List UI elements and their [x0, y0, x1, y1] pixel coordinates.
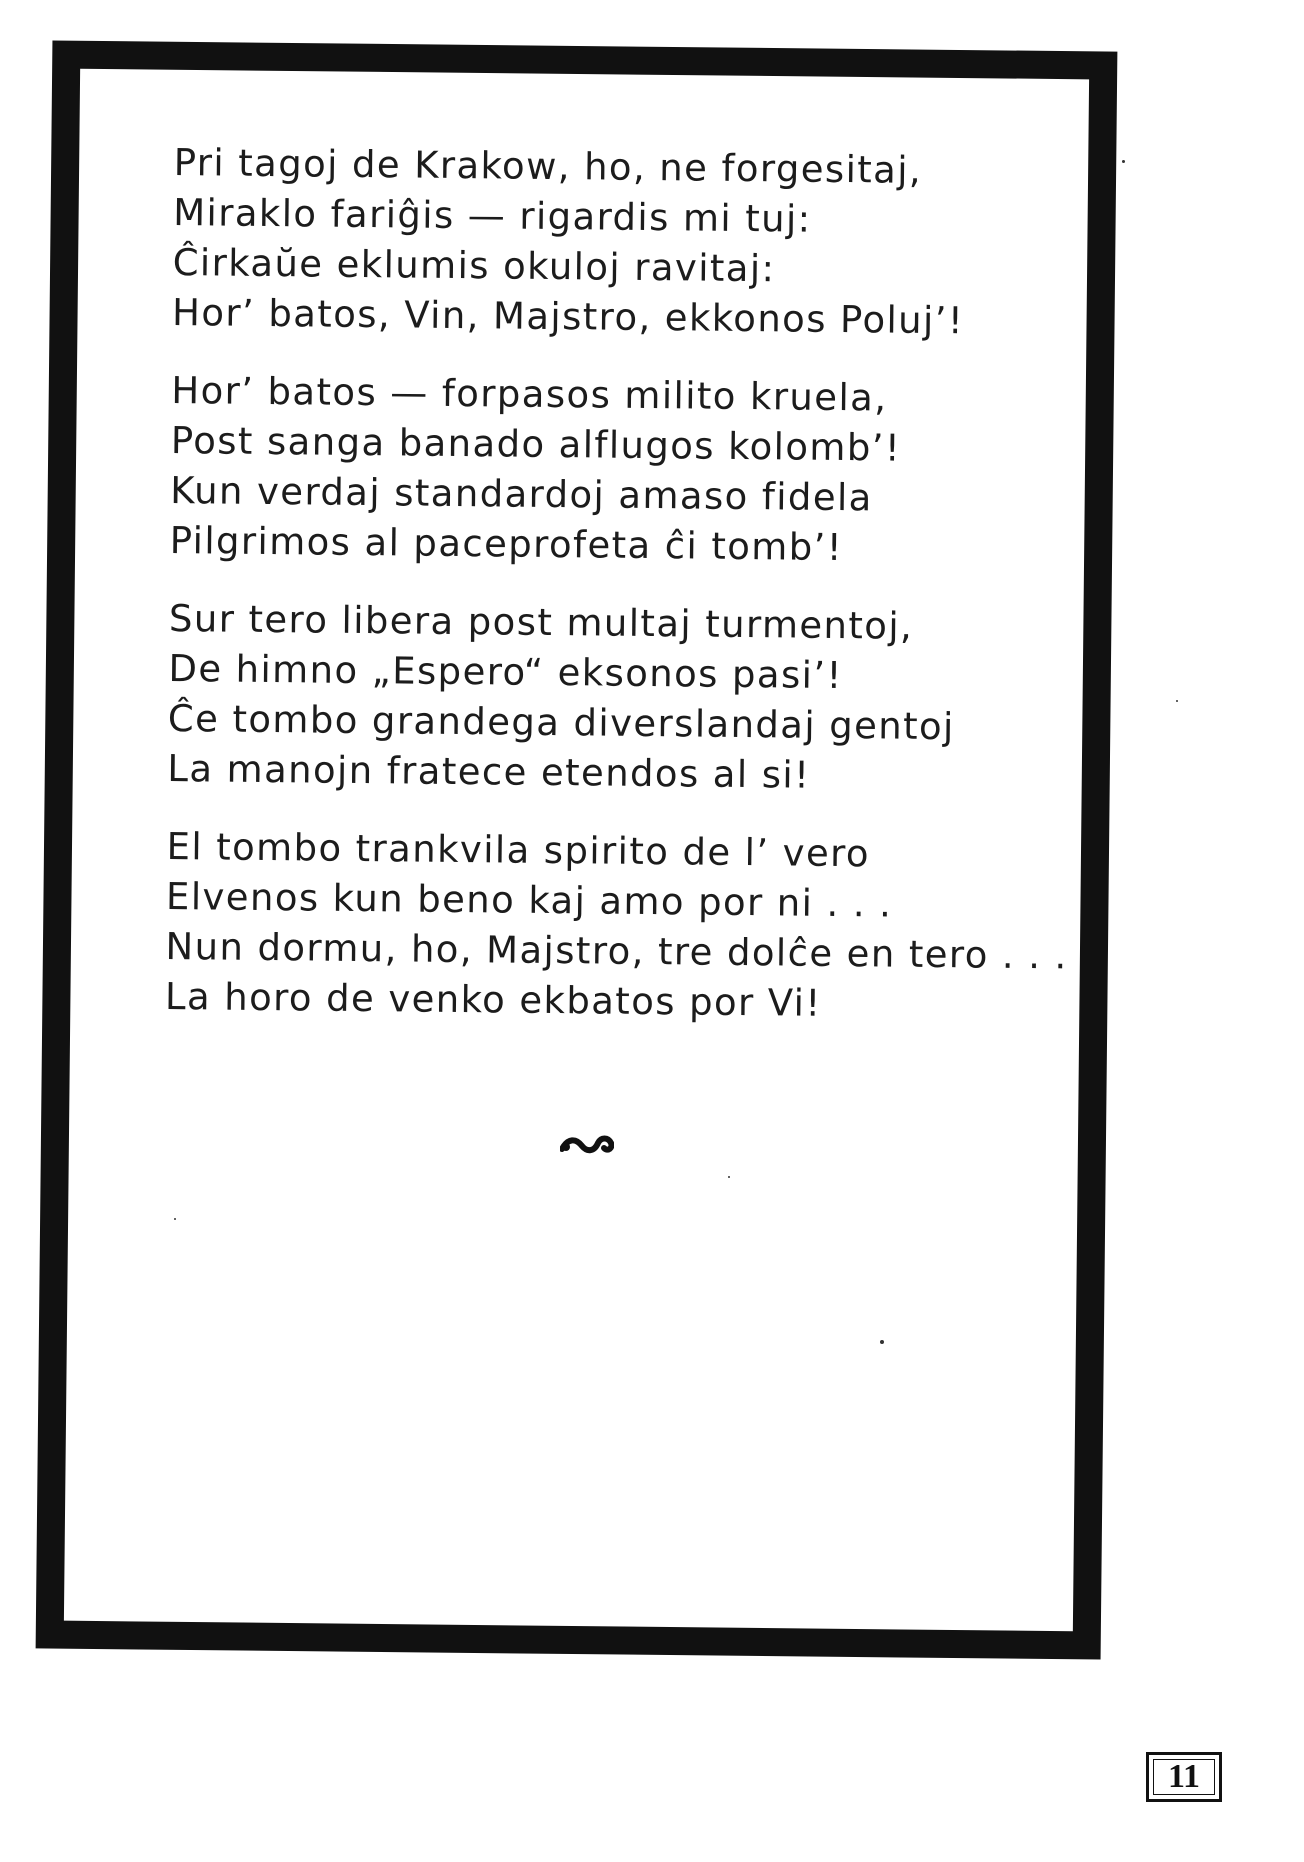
poem-line: Elvenos kun beno kaj amo por ni . . . — [165, 874, 893, 926]
print-speck — [880, 1340, 884, 1344]
poem — [164, 138, 1074, 1059]
poem-line: Hor’ batos, Vin, Majstro, ekkonos Poluj’! — [171, 290, 965, 343]
poem-line: Kun verdaj standardoj amaso fidela — [170, 468, 873, 520]
stanza-2 — [170, 366, 1072, 575]
poem-line: Hor’ batos — forpasos milito kruela, — [171, 368, 888, 420]
stanza-3 — [167, 594, 1069, 803]
swash-ornament-icon — [560, 1134, 614, 1154]
poem-line: El tombo trankvila spirito de l’ vero — [166, 824, 871, 876]
poem-line: Miraklo fariĝis — rigardis mi tuj: — [172, 190, 812, 241]
poem-line: De himno „Espero“ eksonos pasi’! — [168, 646, 843, 698]
poem-line: Ĉirkaŭe eklumis okuloj ravitaj: — [172, 240, 776, 291]
print-speck — [1122, 160, 1125, 163]
poem-line: Pilgrimos al paceprofeta ĉi tomb’! — [169, 518, 844, 570]
print-speck — [728, 1176, 730, 1178]
print-speck — [174, 1218, 176, 1220]
stanza-4 — [165, 822, 1067, 1031]
poem-line: Pri tagoj de Krakow, ho, ne forgesitaj, — [173, 140, 923, 192]
page-number: 11 — [1146, 1752, 1222, 1802]
poem-line: Ĉe tombo grandega diverslandaj gentoj — [167, 696, 955, 749]
poem-line: La manojn fratece etendos al si! — [167, 746, 811, 797]
poem-line: La horo de venko ekbatos por Vi! — [164, 974, 822, 1025]
print-speck — [1176, 700, 1178, 702]
poem-line: Sur tero libera post multaj turmentoj, — [168, 596, 914, 648]
poem-line: Nun dormu, ho, Majstro, tre dolĉe en tero . . . — [165, 924, 1068, 978]
poem-line: Post sanga banado alflugos kolomb’! — [170, 418, 902, 470]
stanza-1 — [172, 138, 1074, 347]
